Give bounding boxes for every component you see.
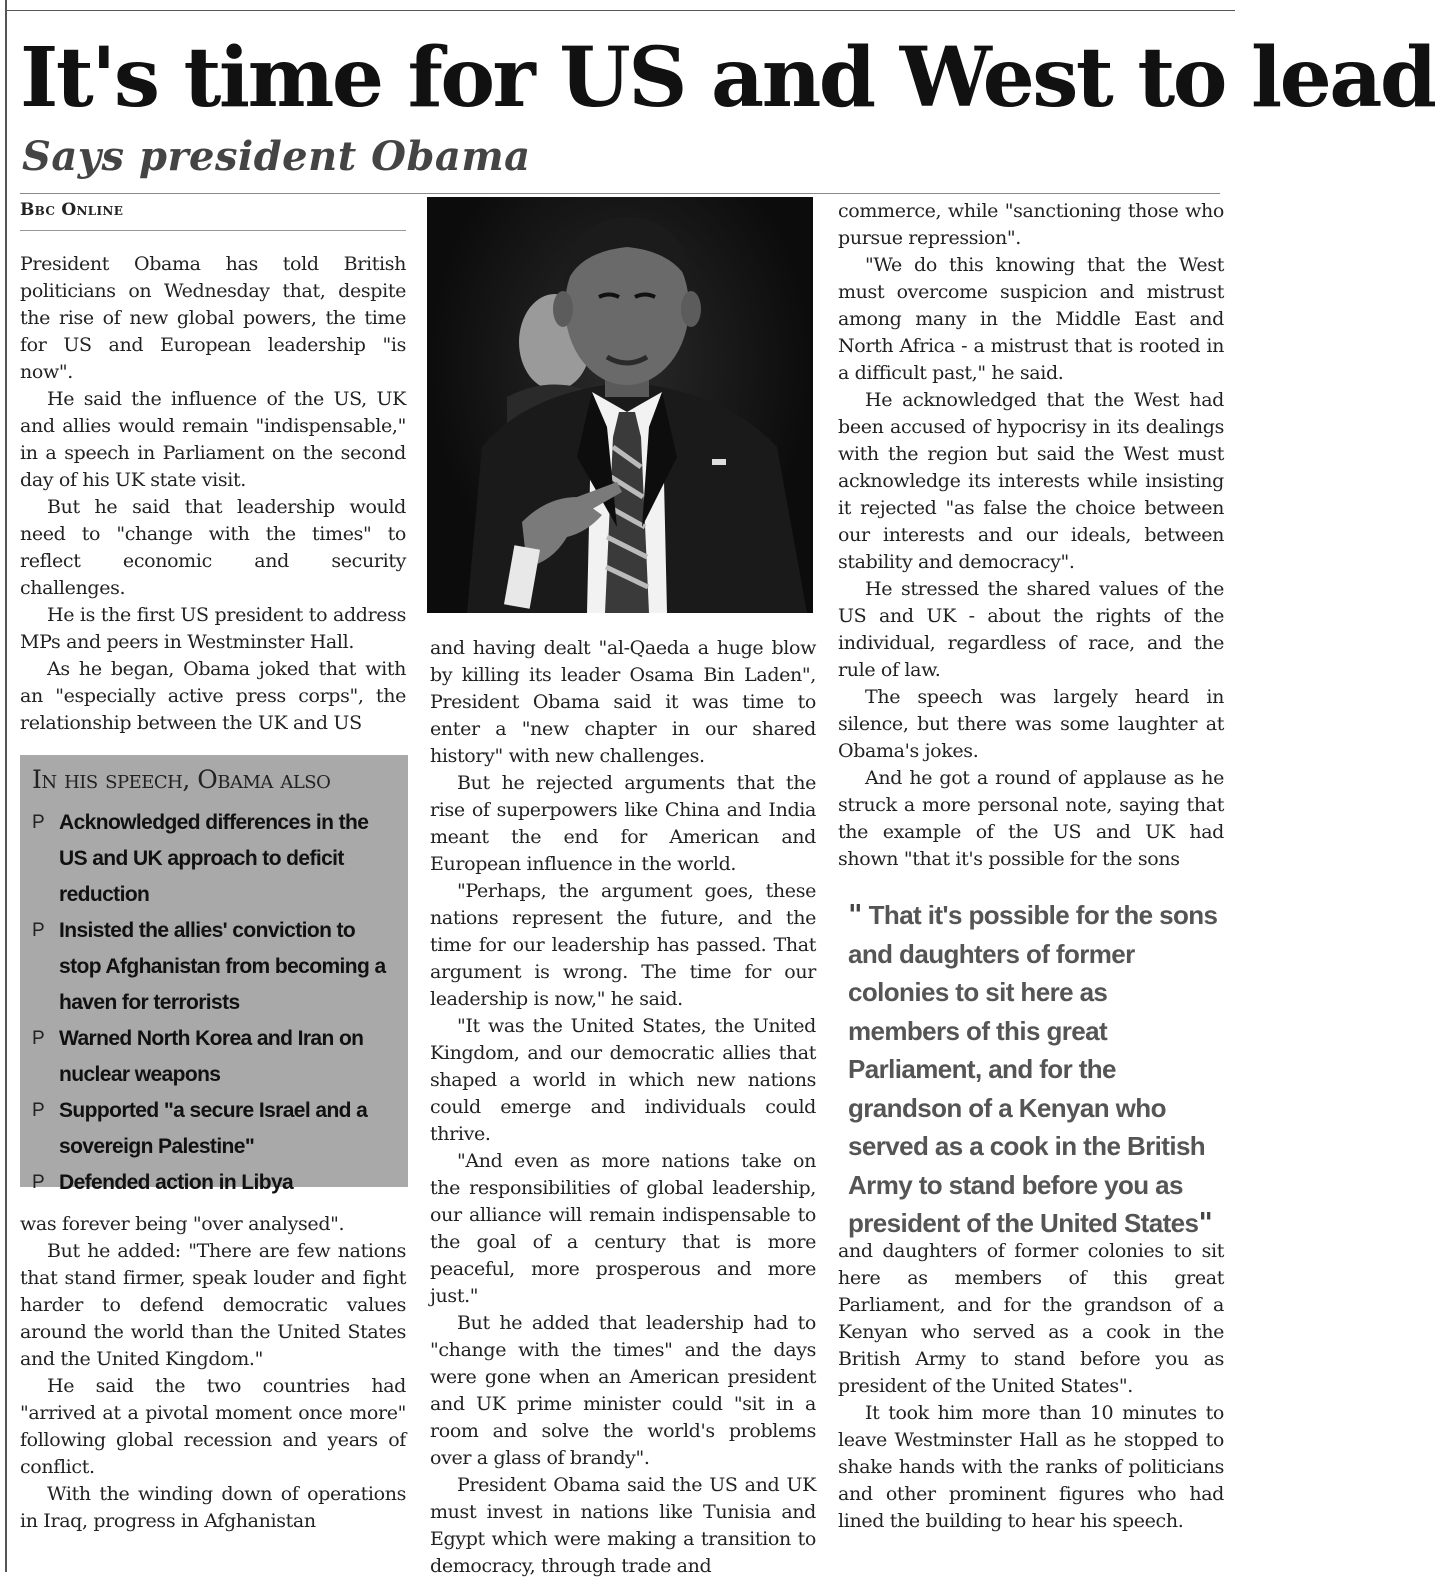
person-photo-icon	[427, 197, 813, 613]
sidebar-item-text: Defended action in Libya	[59, 1171, 294, 1194]
page-border-top	[5, 10, 1235, 11]
paragraph: But he said that leadership would need to "change with the times" to reflect economic and security challenges.	[20, 496, 406, 599]
paragraph: and daughters of former colonies to sit here as members of this great Parliament, and for the grandson of a Kenyan who served as a cook in the British Army to stand before you as president of the United States".	[838, 1240, 1224, 1397]
sidebar-item-text: Insisted the allies' conviction to stop Afghanistan from becoming a haven for terrorists	[59, 919, 386, 1014]
paragraph: It took him more than 10 minutes to leave Westminster Hall as he stopped to shake hands with the ranks of politicians and other prominent figures who had lined the building to hear his speech.	[838, 1402, 1224, 1532]
paragraph: "Perhaps, the argument goes, these nations represent the future, and the time for our leadership has passed. That argument is wrong. The time for our leadership is now," he said.	[430, 880, 816, 1010]
sidebar-item	[32, 913, 396, 1021]
paragraph: The speech was largely heard in silence, but there was some laughter at Obama's jokes.	[838, 686, 1224, 762]
paragraph: He said the two countries had "arrived at a pivotal moment once more" following global recession and years of conflict.	[20, 1375, 406, 1478]
close-quote-icon: "	[1198, 1206, 1213, 1239]
subheadline: Says president Obama	[22, 133, 531, 180]
bullet-icon: P	[32, 1028, 45, 1049]
sidebar-item-text: Warned North Korea and Iran on nuclear weapons	[59, 1027, 364, 1086]
paragraph: He stressed the shared values of the US and UK - about the rights of the individual, regardless of race, and the rule of law.	[838, 578, 1224, 681]
article-column-2	[430, 635, 816, 1580]
article-column-3-bottom	[838, 1238, 1224, 1535]
sidebar-title: In his speech, Obama also	[32, 765, 331, 794]
paragraph: President Obama has told British politicians on Wednesday that, despite the rise of new global powers, the time for US and European leadership "is now".	[20, 253, 406, 383]
paragraph: He is the first US president to address MPs and peers in Westminster Hall.	[20, 604, 406, 653]
paragraph: And he got a round of applause as he struck a more personal note, saying that the example of the US and UK had shown "that it's possible for the sons	[838, 767, 1224, 870]
paragraph: was forever being "over analysed".	[20, 1213, 345, 1235]
sidebar-box	[20, 755, 408, 1194]
pull-quote-text: That it's possible for the sons and daughters of former colonies to sit here as members of this great Parliament, and for the grandson of a Kenyan who served as a cook in the British Army to stand before you as president of the United States	[848, 900, 1218, 1238]
paragraph: and having dealt "al-Qaeda a huge blow by killing its leader Osama Bin Laden", President Obama said it was time to enter a "new chapter in our shared history" with new challenges.	[430, 637, 816, 767]
sidebar-list	[32, 805, 396, 1201]
sidebar-item	[32, 1093, 396, 1165]
bullet-icon: P	[32, 920, 45, 941]
bullet-icon: P	[32, 1172, 45, 1193]
paragraph: With the winding down of operations in Iraq, progress in Afghanistan	[20, 1483, 406, 1532]
sidebar-item	[32, 805, 396, 913]
paragraph: "We do this knowing that the West must overcome suspicion and mistrust among many in the Middle East and North Africa - a mistrust that is rooted in a difficult past," he said.	[838, 254, 1224, 384]
paragraph: As he began, Obama joked that with an "especially active press corps", the relationship between the UK and US	[20, 658, 406, 734]
article-column-1-top	[20, 251, 406, 737]
pull-quote	[848, 896, 1224, 1243]
sidebar-item-text: Acknowledged differences in the US and UK approach to deficit reduction	[59, 811, 369, 906]
sidebar-item-text: Supported "a secure Israel and a sovereign Palestine"	[59, 1099, 368, 1158]
paragraph: "It was the United States, the United Kingdom, and our democratic allies that shaped a world in which new nations could emerge and individuals could thrive.	[430, 1015, 816, 1145]
sidebar-item	[32, 1021, 396, 1093]
bullet-icon: P	[32, 812, 45, 833]
article-column-3-top	[838, 198, 1224, 873]
paragraph: But he added that leadership had to "change with the times" and the days were gone when an American president and UK prime minister could "sit in a room and solve the world's problems over a glass of brandy".	[430, 1312, 816, 1469]
page-border-left	[5, 0, 7, 1572]
paragraph: President Obama said the US and UK must invest in nations like Tunisia and Egypt which were making a transition to democracy, through trade and	[430, 1474, 816, 1577]
paragraph: commerce, while "sanctioning those who pursue repression".	[838, 200, 1224, 249]
headline-divider	[20, 193, 1220, 194]
sidebar-item	[32, 1165, 396, 1201]
paragraph: "And even as more nations take on the responsibilities of global leadership, our alliance will remain indispensable to the goal of a century that is more peaceful, more prosperous and more just."	[430, 1150, 816, 1307]
bullet-icon: P	[32, 1100, 45, 1121]
photo-illustration	[427, 197, 813, 613]
article-column-1-bottom	[20, 1211, 406, 1535]
paragraph: He said the influence of the US, UK and allies would remain "indispensable," in a speech in Parliament on the second day of his UK state visit.	[20, 388, 406, 491]
paragraph: But he added: "There are few nations that stand firmer, speak louder and fight harder to defend democratic values around the world than the United States and the United Kingdom."	[20, 1240, 406, 1370]
headline: It's time for US and West to lead	[20, 30, 1435, 126]
byline: Bbc Online	[20, 200, 124, 220]
paragraph: He acknowledged that the West had been accused of hypocrisy in its dealings with the region but said the West must acknowledge its interests while insisting it rejected "as false the choice between our interests and our ideals, between stability and democracy".	[838, 389, 1224, 573]
paragraph: But he rejected arguments that the rise of superpowers like China and India meant the end for American and European influence in the world.	[430, 772, 816, 875]
open-quote-icon: "	[848, 898, 862, 931]
byline-divider	[20, 230, 406, 231]
